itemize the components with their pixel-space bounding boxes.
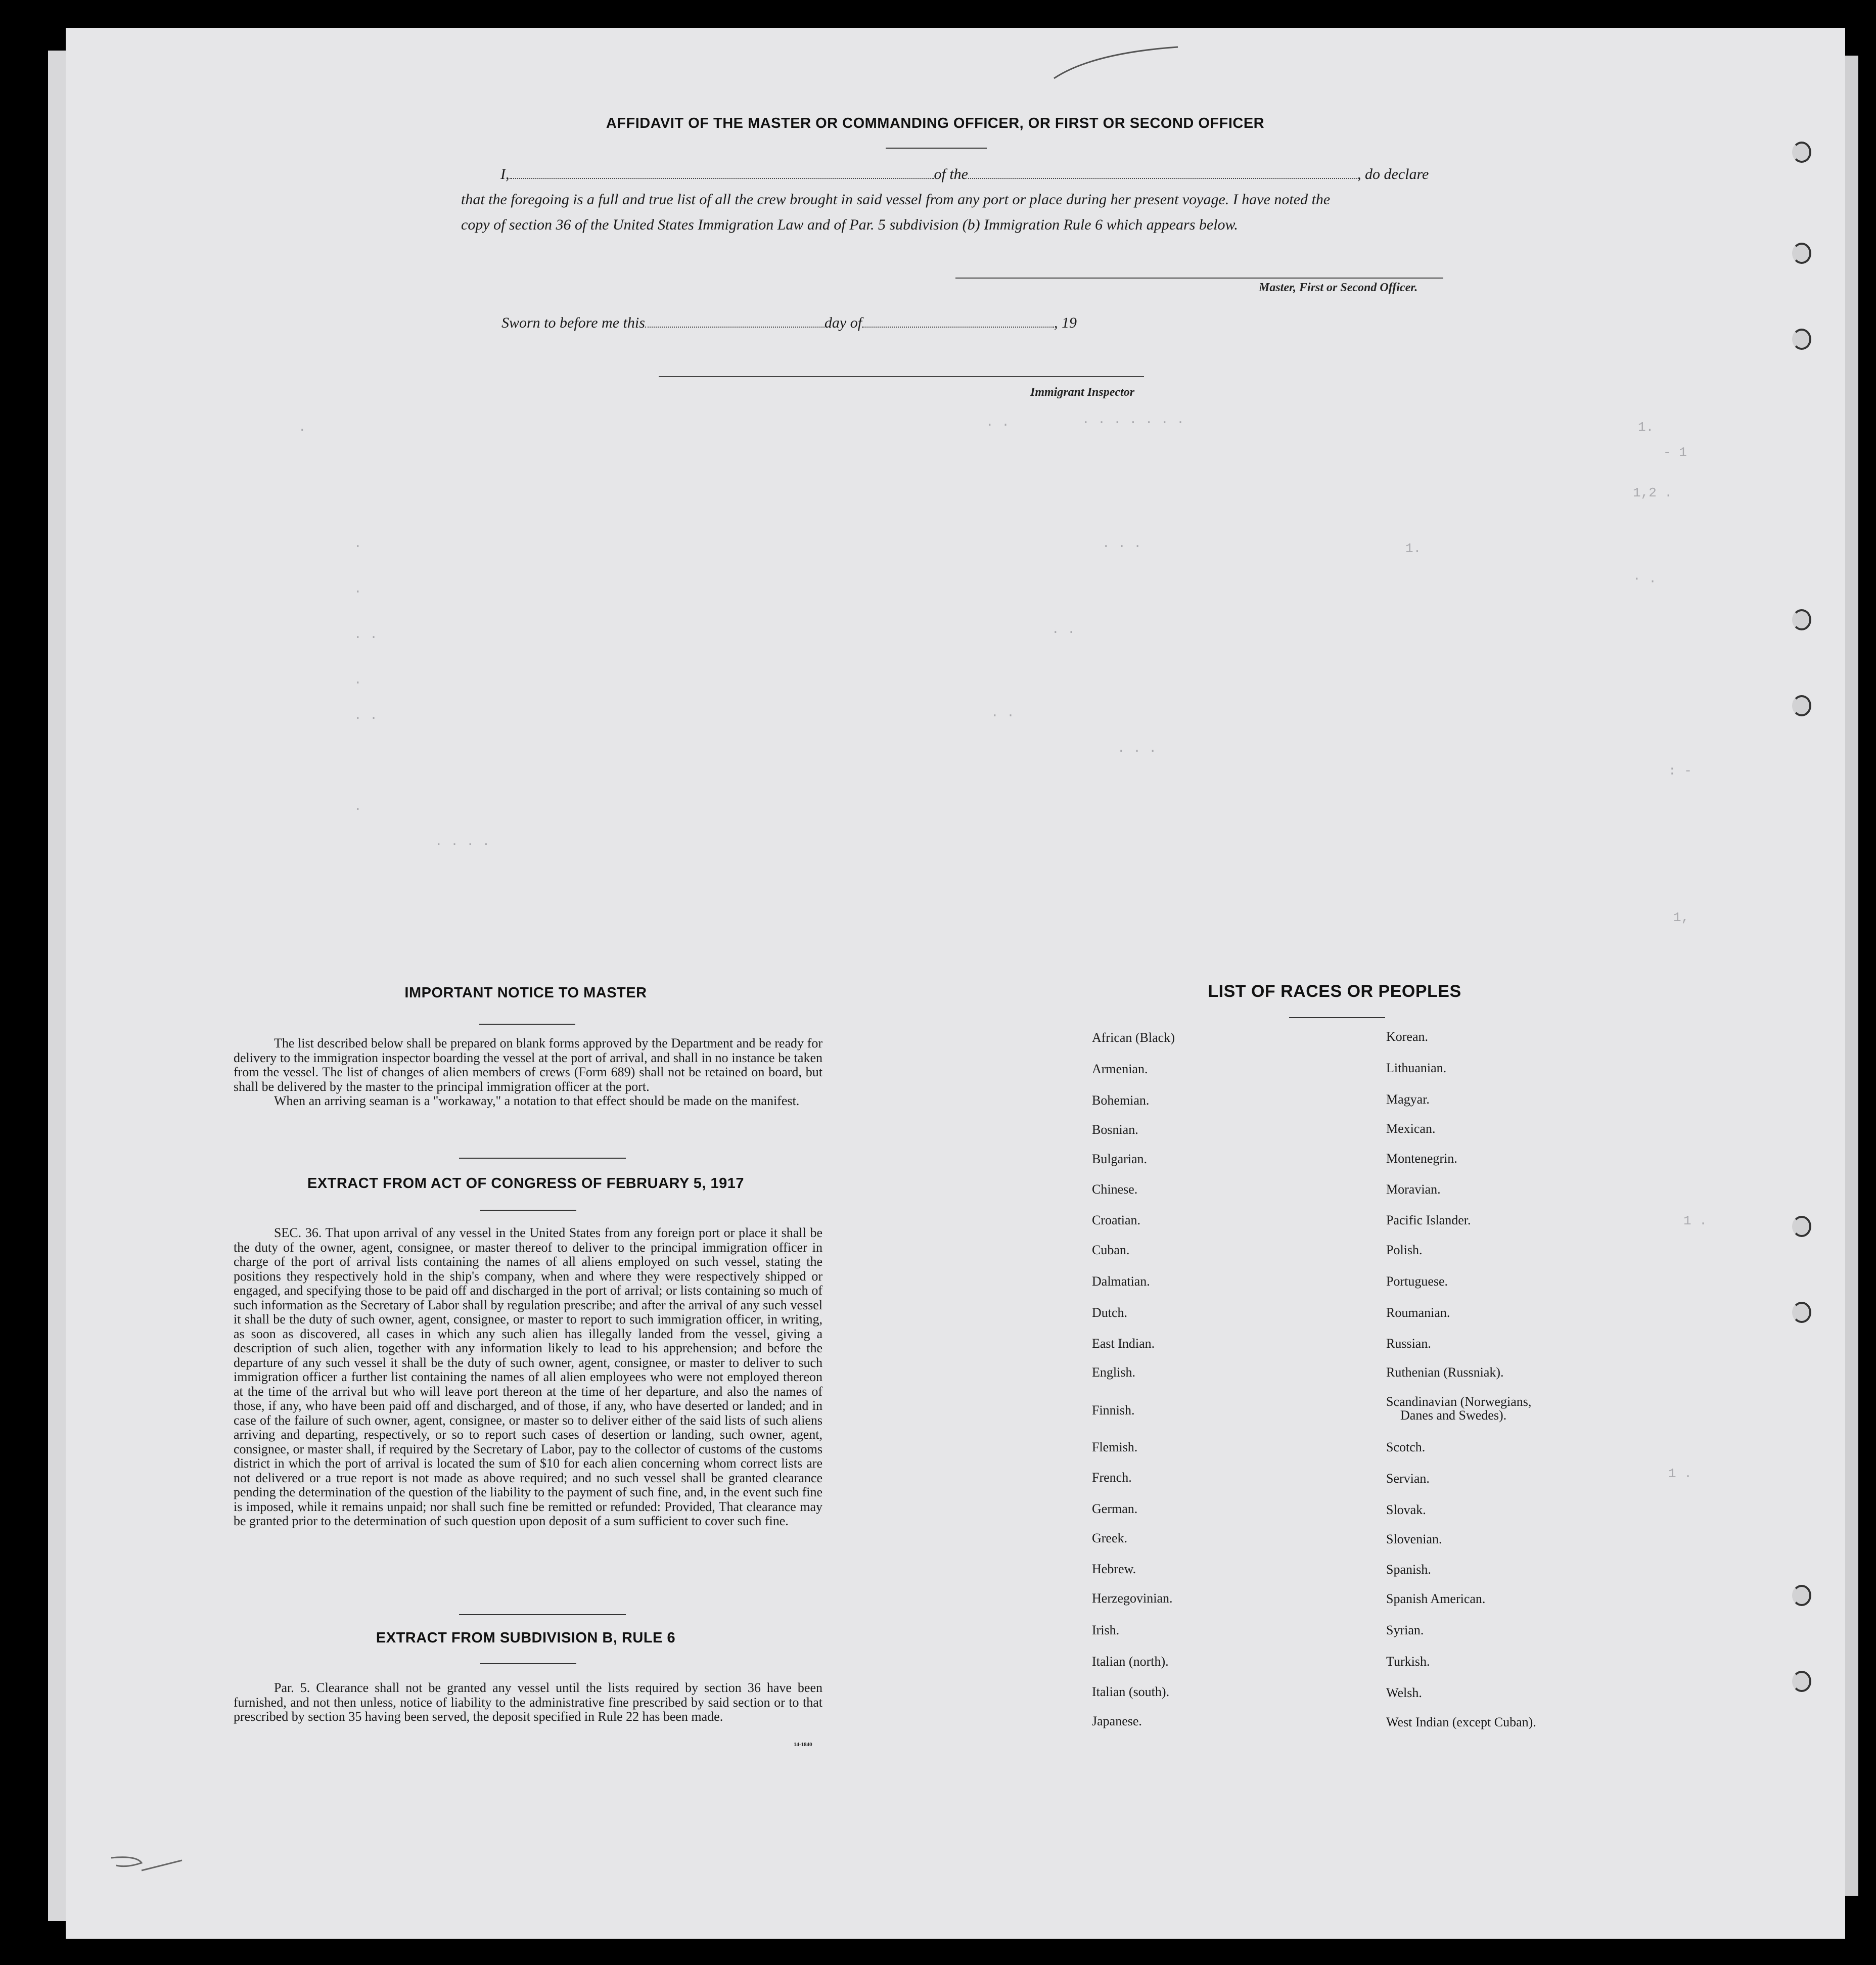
binder-hole	[1792, 329, 1811, 350]
race-item: Lithuanian.	[1386, 1061, 1447, 1075]
race-item: Welsh.	[1386, 1685, 1422, 1700]
title-rule	[886, 148, 987, 149]
race-item: Chinese.	[1092, 1182, 1138, 1197]
notice-paragraph-2: When an arriving seaman is a "workaway," a notation to that effect should be made on the manifest.	[274, 1093, 800, 1108]
notice-title: IMPORTANT NOTICE TO MASTER	[404, 985, 647, 1001]
pencil-mark	[1051, 43, 1183, 83]
affidavit-title: AFFIDAVIT OF THE MASTER OR COMMANDING OFFICER, OR FIRST OR SECOND OFFICER	[606, 115, 1265, 131]
race-item: Slovenian.	[1386, 1532, 1442, 1546]
race-item-continuation: Danes and Swedes).	[1400, 1408, 1507, 1423]
race-item: Finnish.	[1092, 1403, 1135, 1418]
rule-body	[234, 1681, 822, 1724]
notice-paragraph-1: The list described below shall be prepared on blank forms approved by the Department and be ready for delivery to the immigration inspector boarding the vessel at the port of arrival, and shall in no instance be taken from the vessel. The list of changes of alien members of crews (Form 689) shall not be retained on board, but shall be delivered by the master to the principal immigration officer at the port.	[234, 1036, 822, 1094]
race-item: Flemish.	[1092, 1440, 1138, 1454]
binder-hole	[1792, 142, 1811, 163]
act-top-rule	[459, 1158, 626, 1159]
pencil-mark	[106, 1850, 187, 1881]
race-item: Turkish.	[1386, 1654, 1430, 1669]
race-item: East Indian.	[1092, 1336, 1155, 1351]
race-item: Scandinavian (Norwegians,	[1386, 1394, 1532, 1409]
race-item: Japanese.	[1092, 1714, 1142, 1728]
rule-paragraph-5: Par. 5. Clearance shall not be granted any vessel until the lists required by section 36 have been furnished, and not then unless, notice of liability to the administrative fine prescribed by said section or to that prescribed by section 35 having been served, the deposit specified in Rule 22 has been made.	[234, 1680, 822, 1724]
race-item: Spanish.	[1386, 1562, 1431, 1577]
race-item: English.	[1092, 1365, 1135, 1380]
races-title: LIST OF RACES OR PEOPLES	[1208, 982, 1461, 1001]
race-item: Hebrew.	[1092, 1562, 1136, 1576]
inspector-signature-line	[659, 376, 1144, 377]
race-item: Polish.	[1386, 1243, 1423, 1257]
race-item: Ruthenian (Russniak).	[1386, 1365, 1504, 1380]
race-item: Greek.	[1092, 1531, 1128, 1545]
race-item: Italian (south).	[1092, 1684, 1170, 1699]
form-number: 14-1840	[794, 1742, 812, 1748]
notice-body	[234, 1036, 822, 1109]
race-item: West Indian (except Cuban).	[1386, 1715, 1536, 1729]
affidavit-line2: that the foregoing is a full and true list of all the crew brought in said vessel from any port or place during her present voyage. I have noted the	[461, 191, 1331, 208]
race-item: African (Black)	[1092, 1030, 1175, 1045]
race-item: Portuguese.	[1386, 1274, 1448, 1289]
race-item: Servian.	[1386, 1471, 1430, 1486]
binder-hole	[1792, 695, 1811, 716]
race-item: Bulgarian.	[1092, 1152, 1148, 1166]
notice-rule	[479, 1024, 575, 1025]
master-signature-line	[955, 278, 1443, 279]
day-blank	[645, 314, 825, 328]
race-item: Russian.	[1386, 1336, 1431, 1351]
race-item: Italian (north).	[1092, 1654, 1169, 1669]
race-item: Montenegrin.	[1386, 1151, 1457, 1166]
race-item: Croatian.	[1092, 1213, 1141, 1227]
race-item: Roumanian.	[1386, 1305, 1450, 1320]
race-item: Moravian.	[1386, 1182, 1441, 1197]
sworn-label: Sworn to before me this	[501, 314, 645, 331]
race-item: Irish.	[1092, 1623, 1120, 1637]
affidavit-line1	[500, 166, 1429, 183]
race-item: Slovak.	[1386, 1502, 1426, 1517]
binder-hole	[1792, 1585, 1811, 1606]
act-section-36: SEC. 36. That upon arrival of any vessel in the United States from any foreign port or place it shall be the duty of the owner, agent, consignee, or master thereof to deliver to the principal immigration officer in charge of the port of arrival lists containing the names of all aliens employed on such vessel, stating the positions they respectively hold in the ship's company, when and where they were respectively shipped or engaged, and specifying those to be paid off and discharged in the port of arrival; or lists containing so much of such information as the Secretary of Labor shall by regulation prescribe; and after the arrival of any such vessel it shall be the duty of such owner, agent, consignee, or master to report to such immigration officer, in writing, as soon as discovered, all cases in which any such alien has illegally landed from the vessel, giving a description of such alien, together with any information likely to lead to his apprehension; and before the departure of any such vessel it shall be the duty of such owner, agent, consignee, or master to deliver to such immigration officer a further list containing the names of all alien employees who were not employed thereon at the time of the arrival but who will leave port thereon at the time of her departure, and also the names of those, if any, who have been paid off and discharged, and of those, if any, who have deserted or landed; and in case of the failure of such owner, agent, consignee, or master so to deliver either of the said lists of such aliens arriving and departing, respectively, or so to report such cases of desertion or landing, such owner, agent, consignee, or master shall, if required by the Secretary of Labor, pay to the collector of customs of the customs district in which the port of arrival is located the sum of $10 for each alien concerning whom correct lists are not delivered or a true report is not made as above required; and no such vessel shall be granted clearance pending the determination of the question of the liability to the payment of such fine, and, in the event such fine is imposed, while it remains unpaid; nor shall such fine be remitted or refunded: Provided, That clearance may be granted prior to the determination of such question upon deposit of a sum sufficient to cover such fine.	[234, 1225, 822, 1528]
race-item: Syrian.	[1386, 1623, 1424, 1637]
day-of-label: day of	[824, 314, 862, 331]
rule-extract-rule	[480, 1663, 576, 1664]
race-item: German.	[1092, 1501, 1138, 1516]
race-item: Armenian.	[1092, 1062, 1148, 1076]
of-the-label: of the	[934, 166, 968, 182]
binder-hole	[1792, 1671, 1811, 1692]
act-body	[234, 1226, 822, 1529]
rule-top-rule	[459, 1614, 626, 1615]
i-label: I,	[500, 166, 510, 182]
page-edge	[1845, 56, 1858, 1896]
inspector-caption: Immigrant Inspector	[1030, 386, 1135, 399]
vessel-blank	[968, 166, 1357, 179]
declare-label: , do declare	[1357, 166, 1429, 182]
races-rule	[1289, 1017, 1385, 1018]
race-item: Dalmatian.	[1092, 1274, 1150, 1289]
rule-extract-title: EXTRACT FROM SUBDIVISION B, RULE 6	[376, 1630, 676, 1646]
year-label: , 19	[1054, 314, 1077, 331]
race-item: Spanish American.	[1386, 1591, 1486, 1606]
binder-hole	[1792, 609, 1811, 630]
sworn-line	[501, 314, 1077, 332]
act-title: EXTRACT FROM ACT OF CONGRESS OF FEBRUARY 5, 1917	[307, 1175, 745, 1192]
race-item: Korean.	[1386, 1029, 1429, 1044]
race-item: Cuban.	[1092, 1243, 1130, 1257]
race-item: Dutch.	[1092, 1305, 1128, 1320]
month-blank	[862, 314, 1054, 328]
binder-hole	[1792, 243, 1811, 264]
binder-hole	[1792, 1302, 1811, 1323]
race-item: French.	[1092, 1470, 1132, 1485]
race-item: Herzegovinian.	[1092, 1591, 1173, 1606]
race-item: Pacific Islander.	[1386, 1213, 1471, 1227]
race-item: Mexican.	[1386, 1121, 1436, 1136]
race-item: Magyar.	[1386, 1092, 1430, 1107]
master-caption: Master, First or Second Officer.	[1259, 281, 1418, 294]
affidavit-line3: copy of section 36 of the United States Immigration Law and of Par. 5 subdivision (b) Immigration Rule 6 which appears below.	[461, 216, 1238, 233]
race-item: Scotch.	[1386, 1440, 1426, 1454]
name-blank	[510, 166, 934, 179]
act-rule	[480, 1210, 576, 1211]
race-item: Bosnian.	[1092, 1122, 1138, 1137]
race-item: Bohemian.	[1092, 1093, 1150, 1108]
binder-hole	[1792, 1216, 1811, 1237]
